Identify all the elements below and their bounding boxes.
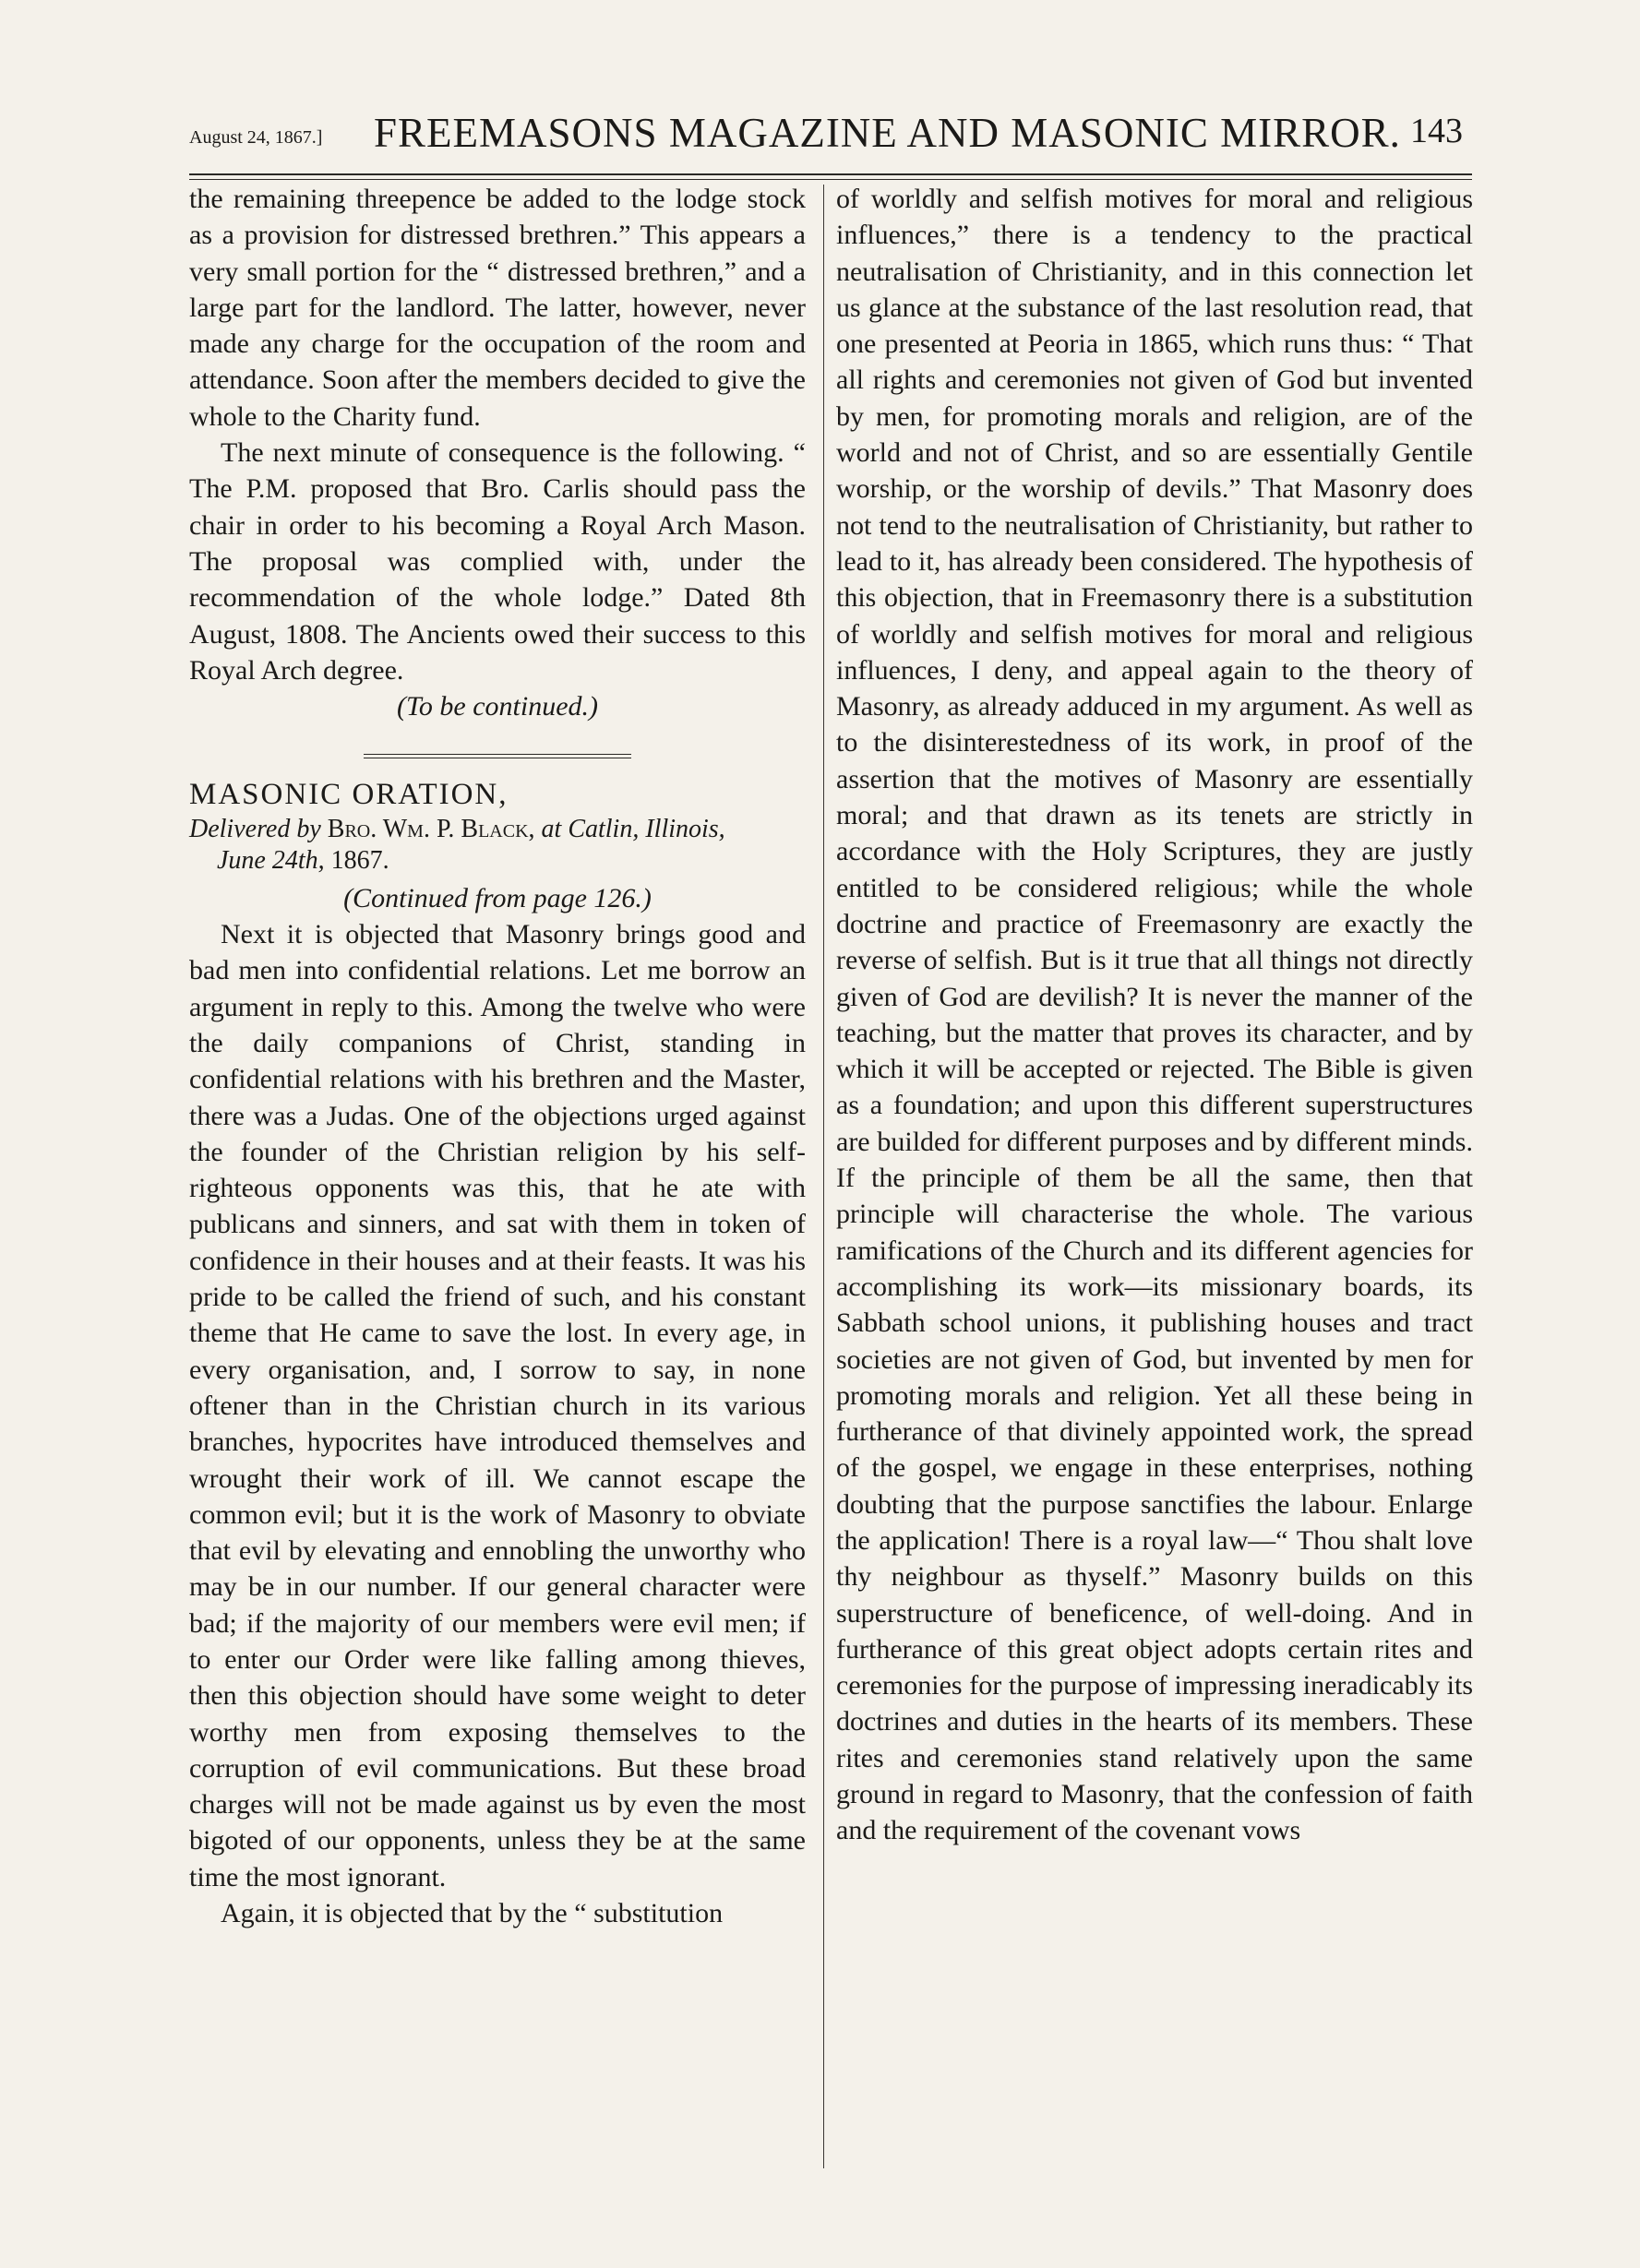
byline-year: 1867. xyxy=(330,845,389,875)
issue-date: August 24, 1867.] xyxy=(189,127,323,148)
column-divider xyxy=(823,185,824,2168)
continued-from-note: (Continued from page 126.) xyxy=(343,882,652,913)
paragraph: Next it is objected that Masonry brings good and bad men into confidential relations. Let me borrow an argument in reply to this. Among the twelve who were the daily companions of Christ, standing in confidential relations with his brethren and the Master, there was a Judas. One of the objections urged against the founder of the Christian religion by his self-righteous opponents was this, that he ate with publicans and sinners, and sat with them in token of confidence in their houses and at their feasts. It was his pride to be called the friend of such, and his constant theme that He came to save the lost. In every age, in every organisation, and, I sorrow to say, in none oftener than in the Christian church in its various branches, hypocrites have introduced themselves and wrought their work of ill. We cannot escape the common evil; but it is the work of Masonry to obviate that evil by elevating and ennobling the unworthy who may be in our number. If our general character were bad; if the majority of our members were evil men; if to enter our Order were like falling among thieves, then this objection should have some weight to deter worthy men from exposing themselves to the corruption of evil communications. But these broad charges will not be made against us by even the most bigoted of our opponents, unless they be at the same time the most ignorant. xyxy=(189,919,806,1892)
publication-title: FREEMASONS MAGAZINE AND MASONIC MIRROR. xyxy=(374,110,1401,156)
byline-date xyxy=(189,845,806,877)
byline-prefix: Delivered by xyxy=(189,814,321,843)
paragraph: The next minute of consequence is the following. “ The P.M. proposed that Bro. Carlis should pass the chair in order to his becoming a Royal Arch Mason. The proposal was complied with, under the recommendation of the whole lodge.” Dated 8th August, 1808. The Ancients owed their success to this Royal Arch degree. xyxy=(189,437,806,686)
continued-note: (To be continued.) xyxy=(396,691,599,722)
page-number: 143 xyxy=(1410,112,1463,150)
section-title: MASONIC ORATION, xyxy=(189,778,509,812)
right-column xyxy=(836,181,1473,1849)
paragraph: Again, it is objected that by the “ substitution xyxy=(221,1898,724,1929)
byline-name: Bro. Wm. P. Black, xyxy=(327,814,535,843)
byline-place: at Catlin, Illinois, xyxy=(541,814,725,843)
byline xyxy=(189,814,806,845)
header-rule xyxy=(189,173,1472,180)
paragraph: the remaining threepence be added to the lodge stock as a provision for distressed brethren.” This appears a very small portion for the “ distressed brethren,” and a large part for the landlord. The latter, however, never made any charge for the occupation of the room and attendance. Soon after the members decided to give the whole to the Charity fund. xyxy=(189,184,806,432)
byline-date-italic: June 24th, xyxy=(217,845,325,875)
paragraph: of worldly and selfish motives for moral and religious influences,” there is a tendency to the practical neutralisation of Christianity, and in this connection let us glance at the substance of the last resolution read, that one presented at Peoria in 1865, which runs thus: “ That all rights and ceremonies not given of God but invented by men, for promoting morals and religion, are of the world and not of Christ, and so are essentially Gentile worship, or the worship of devils.” That Masonry does not tend to the neutralisation of Christianity, but rather to lead to it, has already been considered. The hypothesis of this objection, that in Freemasonry there is a substitution of worldly and selfish motives for moral and religious influences, I deny, and appeal again to the theory of Masonry, as already adduced in my argument. As well as to the disinterestedness of its work, in proof of the assertion that the motives of Masonry are essentially moral; and that drawn as its tenets are strictly in accordance with the Holy Scriptures, they are justly entitled to be considered religious; while the whole doctrine and practice of Freemasonry are exactly the reverse of selfish. But is it true that all things not directly given of God are devilish? It is never the manner of the teaching, but the matter that proves its character, and by which it will be accepted or rejected. The Bible is given as a foundation; and upon this different superstructures are builded for different purposes and by different minds. If the principle of them be all the same, then that principle will characterise the whole. The various ramifications of the Church and its different agencies for accomplishing its work—its missionary boards, its Sabbath school unions, it publishing houses and tract societies are not given of God, but invented by men for promoting morals and religion. Yet all these being in furtherance of that divinely appointed work, the spread of the gospel, we engage in these enterprises, nothing doubting that the purpose sanctifies the labour. Enlarge the application! There is a royal law—“ Thou shalt love thy neighbour as thyself.” Masonry builds on this superstructure of beneficence, of well-doing. And in furtherance of this great object adopts certain rites and ceremonies for the purpose of impressing ineradicably its doctrines and duties in the hearts of its members. These rites and ceremonies stand relatively upon the same ground in regard to Masonry, that the confession of faith and the requirement of the covenant vows xyxy=(836,184,1473,1846)
left-column xyxy=(189,181,806,1931)
section-separator xyxy=(364,754,631,758)
running-head xyxy=(189,109,1472,164)
